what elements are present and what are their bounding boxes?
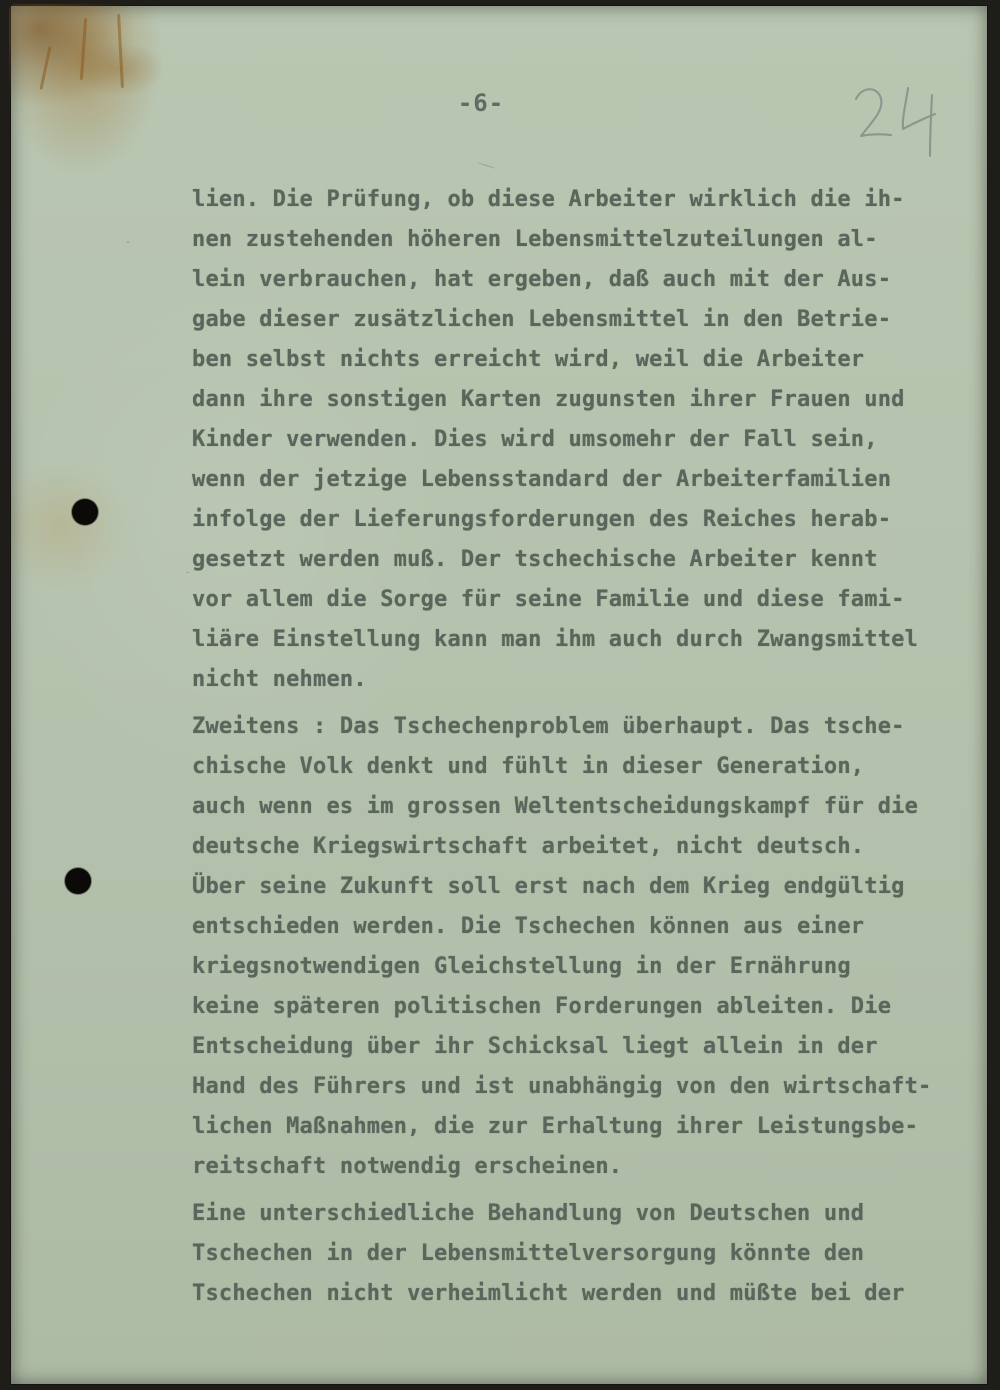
document-page [11, 6, 987, 1384]
text-line: Eine unterschiedliche Behandlung von Deutschen und [192, 1201, 865, 1226]
text-line: lien. Die Prüfung, ob diese Arbeiter wirklich die ih- [192, 187, 905, 212]
text-line: entschieden werden. Die Tschechen können aus einer [192, 914, 865, 939]
page-number: -6- [457, 89, 505, 117]
text-line: gesetzt werden muß. Der tschechische Arbeiter kennt [192, 547, 878, 572]
paragraph-3 [192, 1194, 982, 1314]
paragraph-1 [192, 180, 982, 700]
text-line: Entscheidung über ihr Schicksal liegt allein in der [192, 1034, 878, 1059]
text-line: gabe dieser zusätzlichen Lebensmittel in den Betrie- [192, 307, 892, 332]
text-line: kriegsnotwendigen Gleichstellung in der Ernährung [192, 954, 851, 979]
text-line: Kinder verwenden. Dies wird umsomehr der Fall sein, [192, 427, 878, 452]
text-line: liäre Einstellung kann man ihm auch durch Zwangsmittel [192, 627, 919, 652]
text-line: nen zustehenden höheren Lebensmittelzuteilungen al- [192, 227, 878, 252]
text-line: nicht nehmen. [192, 667, 367, 692]
paper-speck [127, 241, 129, 243]
text-line: reitschaft notwendig erscheinen. [192, 1154, 623, 1179]
text-line: Zweitens : Das Tschechenproblem überhaupt. Das tsche- [192, 714, 905, 739]
text-line: auch wenn es im grossen Weltentscheidungskampf für die [192, 794, 919, 819]
paragraph-2 [192, 707, 982, 1187]
punch-hole [65, 868, 91, 894]
text-line: lichen Maßnahmen, die zur Erhaltung ihrer Leistungsbe- [192, 1114, 919, 1139]
text-line: dann ihre sonstigen Karten zugunsten ihrer Frauen und [192, 387, 905, 412]
text-line: wenn der jetzige Lebensstandard der Arbeiterfamilien [192, 467, 892, 492]
text-line: Über seine Zukunft soll erst nach dem Krieg endgültig [192, 874, 905, 899]
text-line: keine späteren politischen Forderungen ableiten. Die [192, 994, 892, 1019]
stain-mark [80, 18, 87, 80]
punch-hole [72, 499, 98, 525]
text-line: Hand des Führers und ist unabhängig von den wirtschaft- [192, 1074, 932, 1099]
stain-mark [117, 14, 124, 88]
paper-speck [477, 162, 495, 169]
text-line: deutsche Kriegswirtschaft arbeitet, nicht deutsch. [192, 834, 865, 859]
text-line: Tschechen nicht verheimlicht werden und müßte bei der [192, 1281, 905, 1306]
text-line: Tschechen in der Lebensmittelversorgung könnte den [192, 1241, 865, 1266]
text-line: chische Volk denkt und fühlt in dieser Generation, [192, 754, 865, 779]
text-line: infolge der Lieferungsforderungen des Reiches herab- [192, 507, 892, 532]
paper-speck [186, 572, 189, 573]
text-line: ben selbst nichts erreicht wird, weil die Arbeiter [192, 347, 865, 372]
body-text [192, 180, 982, 1314]
stain-mark [39, 46, 51, 90]
text-line: vor allem die Sorge für seine Familie und diese fami- [192, 587, 905, 612]
text-line: lein verbrauchen, hat ergeben, daß auch mit der Aus- [192, 267, 892, 292]
